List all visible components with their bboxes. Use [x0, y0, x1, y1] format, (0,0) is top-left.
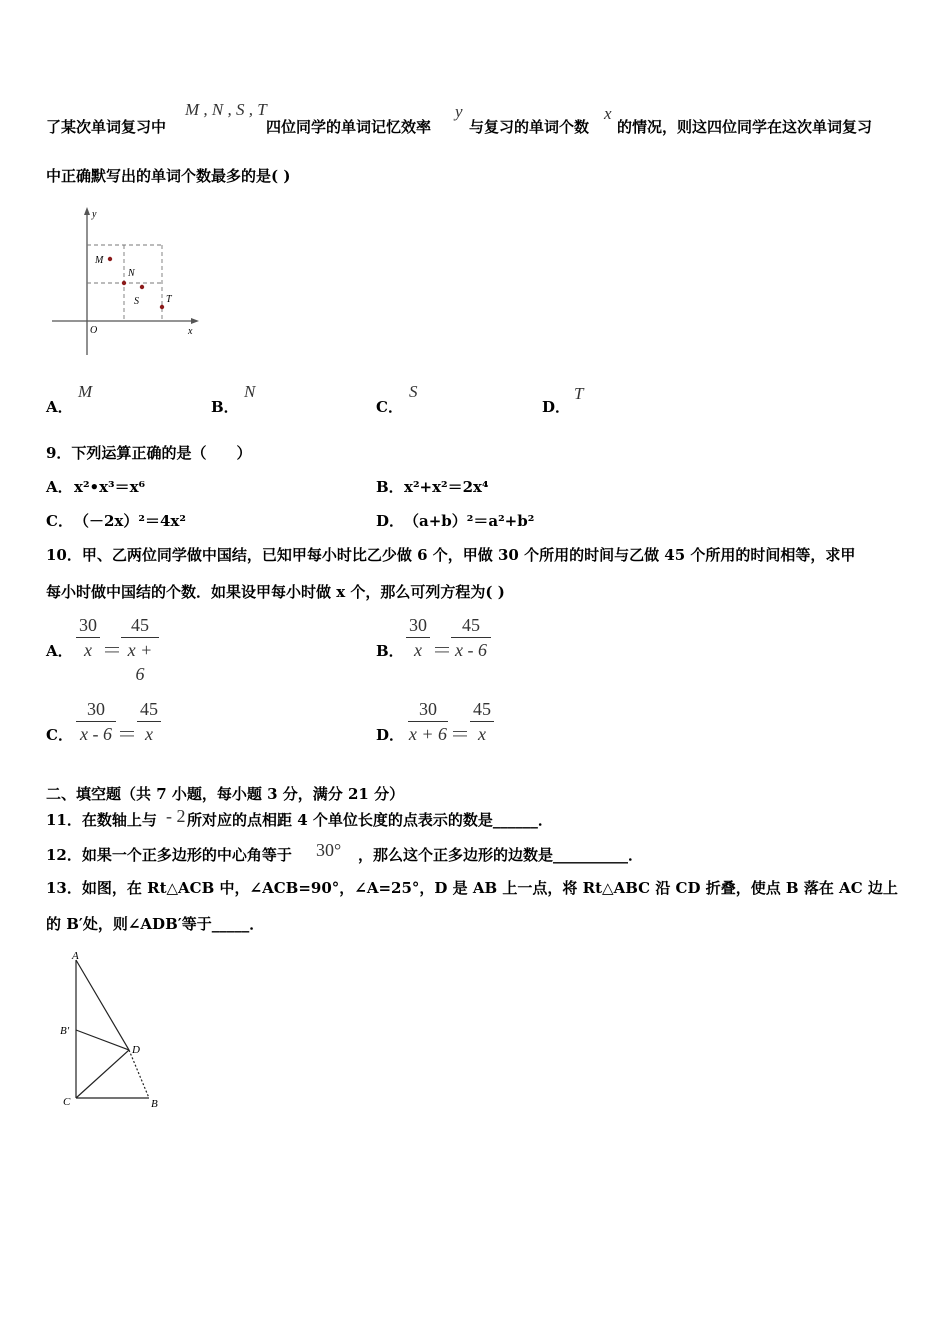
- fraction-denominator: x - 6: [80, 724, 112, 744]
- q8-option-a-value: M: [78, 382, 93, 401]
- q8-option-d-value: T: [574, 384, 584, 403]
- graph-m-label: M: [95, 255, 104, 266]
- fraction-numerator: 45: [473, 699, 491, 719]
- fraction-denominator: x: [478, 724, 486, 744]
- q8-option-c-value: S: [409, 382, 418, 401]
- fraction-denominator: x + 6: [127, 640, 153, 684]
- q10-option-b-equals: ＝: [432, 640, 452, 662]
- segment-db-dotted: [129, 1050, 149, 1098]
- q8-people: M , N , S , T: [185, 100, 267, 119]
- fraction-denominator: x: [414, 640, 422, 660]
- graph-n-label: N: [128, 268, 135, 279]
- figure-c-label: C: [63, 1096, 71, 1108]
- graph-s-label: S: [134, 296, 139, 307]
- fraction-denominator: x: [84, 640, 92, 660]
- point-t: [160, 305, 164, 309]
- fraction-numerator: 45: [140, 699, 158, 719]
- q13-line2: 的 B′处，则∠ADB′等于_____．: [46, 915, 265, 933]
- q10-option-d-label: D．: [376, 726, 405, 744]
- q9-option-b-label: B．: [376, 478, 404, 496]
- q9-option-c-expr: （－2x）²＝4x²: [74, 512, 186, 530]
- q10-line1: 10．甲、乙两位同学做中国结，已知甲每小时比乙少做 6 个，甲做 30 个所用的时间与乙做 45 个所用的时间相等，求甲: [46, 546, 856, 564]
- q9-option-d-label: D．: [376, 512, 405, 530]
- fraction-denominator: x: [145, 724, 153, 744]
- point-m: [108, 257, 112, 261]
- q12-value: 30°: [316, 840, 342, 860]
- q12-post: ，那么这个正多边形的边数是__________．: [358, 846, 644, 864]
- q8-var-x: x: [604, 104, 612, 123]
- q8-option-b-value: N: [244, 382, 256, 401]
- fraction-numerator: 30: [87, 699, 105, 719]
- q9-option-d-expr: （a+b）²＝a²+b²: [404, 512, 535, 530]
- q8-var-y: y: [455, 102, 463, 121]
- graph-x-label: x: [188, 326, 193, 337]
- q10-option-b-right-fraction: [451, 613, 491, 662]
- y-axis-arrow-icon: [84, 207, 90, 215]
- fraction-numerator: 45: [462, 615, 480, 635]
- graph-origin-label: O: [90, 325, 98, 336]
- x-axis-arrow-icon: [191, 318, 199, 324]
- q10-option-a-left-fraction: [76, 613, 100, 662]
- fraction-denominator: x + 6: [408, 724, 448, 744]
- q10-option-c-right-fraction: [137, 697, 161, 746]
- q13-triangle-figure: [55, 948, 180, 1113]
- q9-option-a-label: A．: [46, 478, 73, 496]
- segment-cd: [76, 1050, 129, 1098]
- q10-option-d-left-fraction: [408, 697, 448, 746]
- point-n: [122, 281, 126, 285]
- q8-option-c-label: C．: [376, 398, 403, 416]
- q10-option-b-left-fraction: [406, 613, 430, 662]
- figure-d-label: D: [132, 1044, 140, 1056]
- point-s: [140, 285, 144, 289]
- q10-option-b-label: B．: [376, 642, 404, 660]
- section2-title: 二、填空题（共 7 小题，每小题 3 分，满分 21 分）: [46, 785, 405, 803]
- q10-option-d-equals: ＝: [450, 724, 470, 746]
- q11-value: - 2: [166, 806, 186, 826]
- fraction-numerator: 30: [409, 615, 427, 635]
- q10-line2: 每小时做中国结的个数．如果设甲每小时做 x 个，那么可列方程为( ): [46, 583, 505, 601]
- q10-option-a-label: A．: [46, 642, 73, 660]
- figure-bp-label: B′: [60, 1025, 70, 1037]
- figure-a-label: A: [72, 950, 79, 962]
- q10-option-c-left-fraction: [76, 697, 116, 746]
- q10-option-a-equals: ＝: [102, 640, 122, 662]
- graph-y-label: y: [92, 209, 97, 220]
- segment-bp-d: [76, 1030, 129, 1050]
- q8-line1-mid1: 四位同学的单词记忆效率: [266, 118, 432, 136]
- fraction-denominator: x - 6: [455, 640, 487, 660]
- q8-line1-post: 的情况，则这四位同学在这次单词复习: [617, 118, 873, 136]
- fraction-numerator: 45: [131, 615, 149, 635]
- q12-pre: 12．如果一个正多边形的中心角等于: [46, 846, 292, 864]
- q11-post: 所对应的点相距 4 个单位长度的点表示的数是______．: [187, 811, 553, 829]
- q11-pre: 11．在数轴上与: [46, 811, 157, 829]
- q9-stem: 9．下列运算正确的是（ ）: [46, 444, 252, 462]
- q8-option-d-label: D．: [542, 398, 571, 416]
- q9-option-c-label: C．: [46, 512, 73, 530]
- q10-option-a-right-fraction: [121, 613, 159, 686]
- q8-line1-mid2: 与复习的单词个数: [469, 118, 590, 136]
- q8-scatter-graph: [50, 205, 210, 360]
- q8-line2: 中正确默写出的单词个数最多的是( ): [46, 167, 291, 185]
- q8-line1-pre: 了某次单词复习中: [46, 118, 167, 136]
- q8-option-b-label: B．: [211, 398, 239, 416]
- q10-option-c-label: C．: [46, 726, 73, 744]
- q9-option-a-expr: x²•x³＝x⁶: [74, 478, 146, 496]
- q9-option-b-expr: x²+x²＝2x⁴: [404, 478, 489, 496]
- segment-ad: [76, 960, 129, 1050]
- q13-line1: 13．如图，在 Rt△ACB 中，∠ACB=90°，∠A=25°，D 是 AB 上一点，将 Rt△ABC 沿 CD 折叠，使点 B 落在 AC 边上: [46, 879, 898, 897]
- q10-option-c-equals: ＝: [117, 724, 137, 746]
- fraction-numerator: 30: [419, 699, 437, 719]
- q10-option-d-right-fraction: [470, 697, 494, 746]
- graph-t-label: T: [166, 294, 172, 305]
- fraction-numerator: 30: [79, 615, 97, 635]
- q8-option-a-label: A．: [46, 398, 73, 416]
- figure-b-label: B: [151, 1098, 158, 1110]
